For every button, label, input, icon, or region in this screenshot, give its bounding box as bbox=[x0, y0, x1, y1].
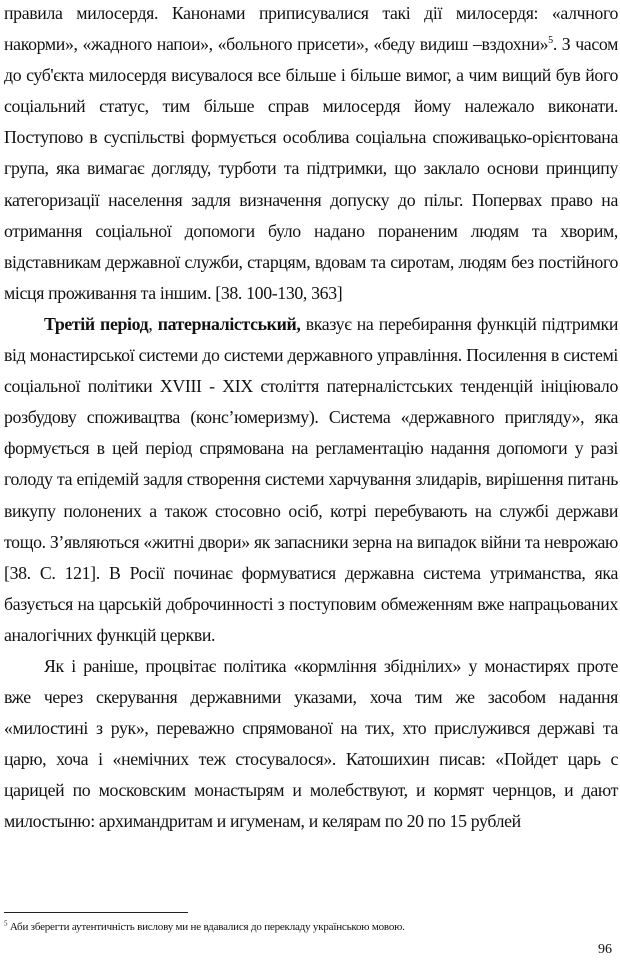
paragraph-1 bbox=[4, 0, 618, 309]
body-text bbox=[4, 0, 618, 838]
footnote-divider bbox=[4, 912, 188, 913]
footnote bbox=[4, 920, 614, 934]
footnote-marker: 5 bbox=[4, 919, 8, 928]
paragraph-3-text: Як і раніше, процвітає політика «кормління збіднілих» у монастирях проте вже через скерування державними указами, хоча тим же засобом надання «милостині з рук», переважно спрямованої на тих, хто прислужився державі та царю, хоча і «немічних теж стосувалося». Катошихин писав: «Пойдет царь с царицей по московским монастырям и молебствуют, и кормят чернцов, и дают милостыню: архимандритам и игуменам, и келярам по 20 по 15 рублей bbox=[4, 655, 618, 832]
paragraph-3 bbox=[4, 651, 618, 838]
footnote-text: Аби зберегти аутентичність вислову ми не вдавалися до перекладу українською мовою. bbox=[7, 921, 405, 933]
paragraph-1-text-a: правила милосердя. Канонами приписувалися такі дії милосердя: «алчного накорми», «жадного напои», «больного присети», «беду видиш –вздохни» bbox=[4, 3, 618, 55]
paragraph-2-text: вказує на перебирання функцій підтримки від монастирської системи до системи державного управління. Посилення в системі соціальної політики XVIII - XIX століття патерналістських тенденцій ініціювало розбудову споживацтва (конс’юмеризму). Система «державного пригляду», яка формується в цей період спрямована на регламентацію надання допомоги у разі голоду та епідемій задля створення системи харчування злидарів, вирішення питань викупу полонених а також стосовно осіб, котрі перебувають на службі держави тощо. З’являються «житні двори» як запасники зерна на випадок війни та неврожаю [38. С. 121]. В Росії починає формуватися державна система утриманства, яка базується на царській доброчинності з поступовим обмеженням вже напрацьованих аналогічних функцій церкви. bbox=[4, 313, 618, 645]
period-name: патерналістський, bbox=[157, 313, 301, 334]
paragraph-1-text-b: . З часом до суб'єкта милосердя висувалося все більше і більше вимог, а чим вищий був його соціальний статус, тим більше справ милосердя йому належало виконати. Поступово в суспільстві формується особлива соціальна споживацько-орієнтована група, яка вимагає догляду, турботи та підтримки, що заклало основи принципу категоризації населення задля визначення допуску до пільг. Поперваx право на отримання соціальної допомоги було надано пораненим людям та хворим, відставникам державної служби, старцям, вдовам та сиротам, людям без постійного місця проживання та іншим. [38. 100-130, 363] bbox=[4, 34, 618, 303]
period-title: Третій період bbox=[44, 313, 149, 334]
paragraph-2 bbox=[4, 309, 618, 651]
page-number: 96 bbox=[598, 942, 612, 957]
period-separator: , bbox=[148, 313, 158, 334]
footnote-reference: 5 bbox=[548, 35, 553, 47]
